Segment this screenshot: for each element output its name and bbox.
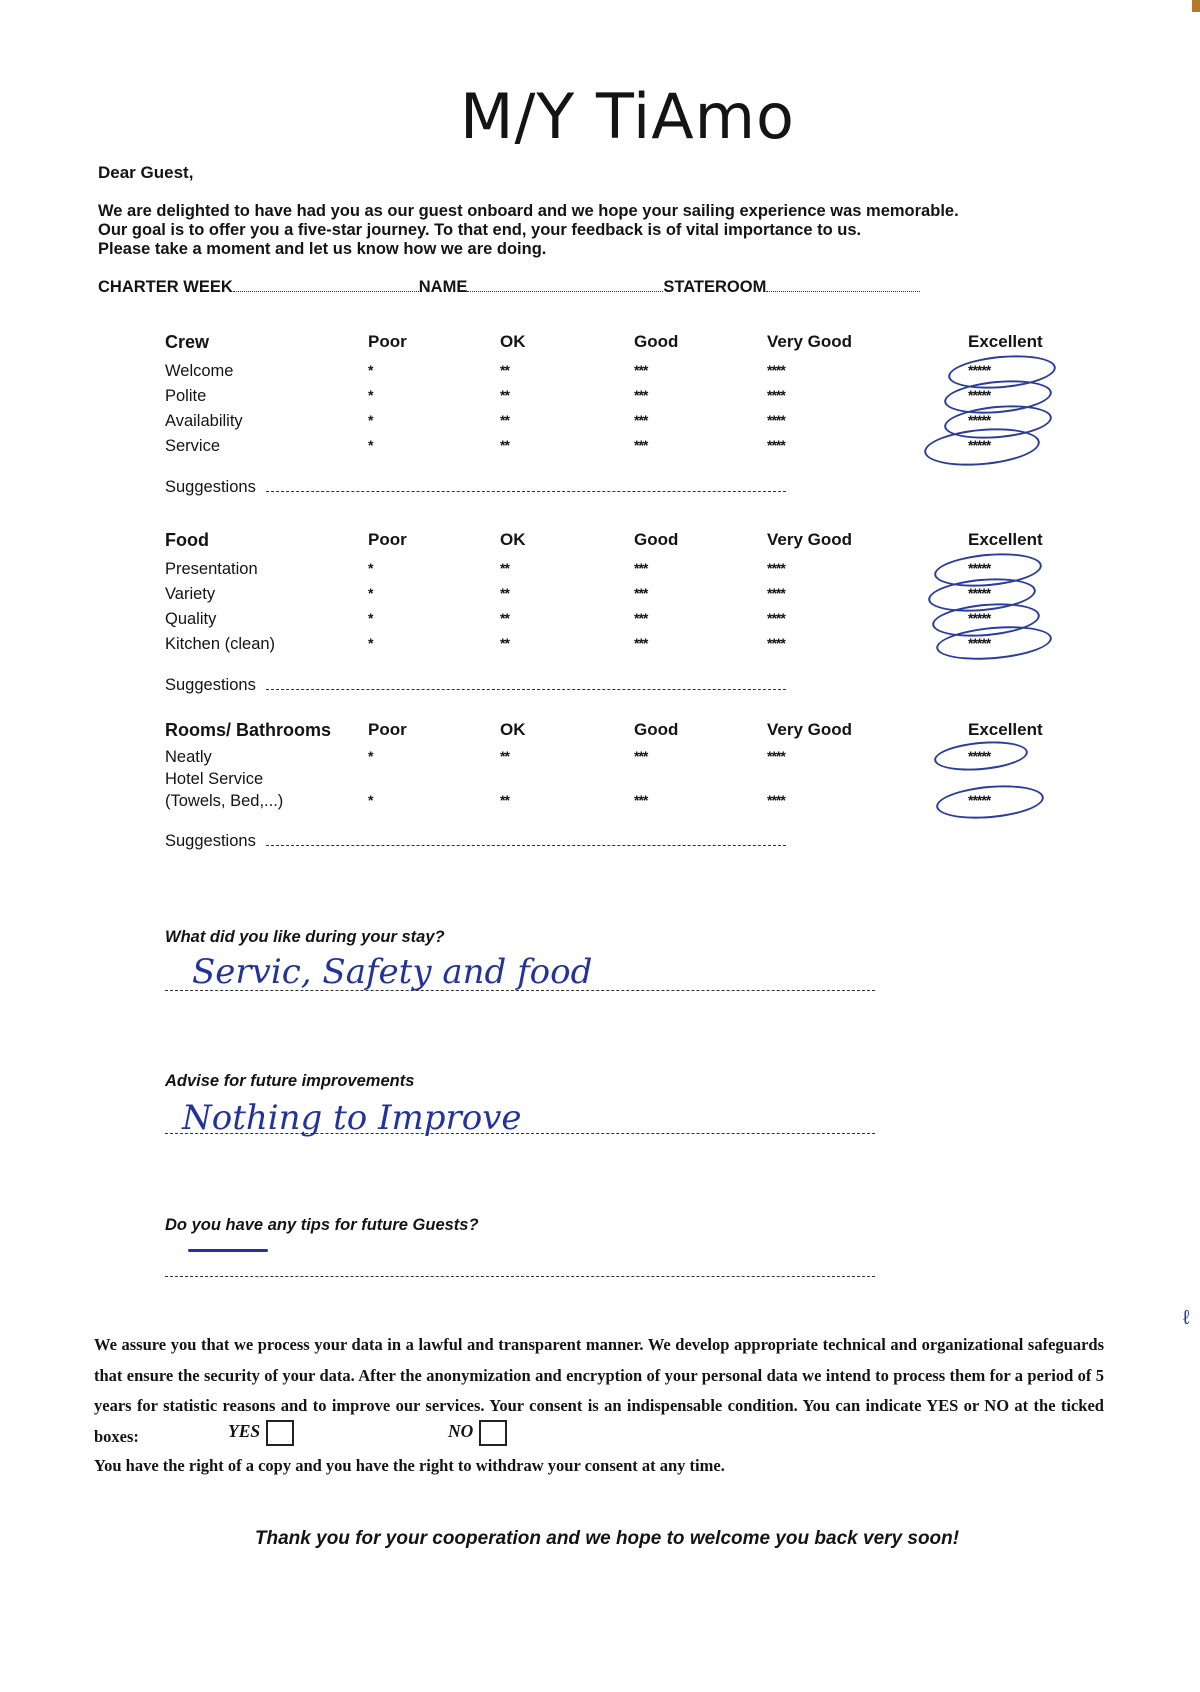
handwritten-answer: Nothing to Improve [182, 1098, 522, 1138]
star-1[interactable]: * [368, 387, 373, 403]
col-very-good: Very Good [767, 332, 853, 351]
suggestions-row [165, 478, 786, 497]
charter-week-field[interactable] [233, 290, 419, 292]
star-4[interactable]: **** [767, 362, 785, 378]
question-tips: Do you have any tips for future Guests? [165, 1216, 479, 1234]
star-1[interactable]: * [368, 437, 373, 453]
col-very-good: Very Good [767, 530, 853, 549]
suggestions-label: Suggestions [165, 832, 256, 850]
closing-message: Thank you for your cooperation and we hope to welcome you back very soon! [254, 1528, 960, 1549]
star-2[interactable]: ** [500, 387, 509, 403]
star-5[interactable]: ***** [968, 437, 991, 453]
item-label: Kitchen (clean) [165, 635, 276, 653]
star-5[interactable]: ***** [968, 387, 991, 403]
star-4[interactable]: **** [767, 635, 785, 651]
rating-row [0, 437, 1200, 461]
suggestions-field[interactable] [266, 491, 786, 492]
intro-line: Please take a moment and let us know how we are doing. [98, 240, 547, 258]
star-3[interactable]: *** [634, 437, 648, 453]
star-2[interactable]: ** [500, 748, 509, 764]
star-2[interactable]: ** [500, 412, 509, 428]
star-3[interactable]: *** [634, 610, 648, 626]
name-label: NAME [418, 278, 468, 296]
star-4[interactable]: **** [767, 437, 785, 453]
header-fields [98, 278, 920, 297]
item-label: (Towels, Bed,...) [165, 792, 284, 810]
handwritten-answer: Servic, Safety and food [192, 952, 593, 992]
star-3[interactable]: *** [634, 362, 648, 378]
col-excellent: Excellent [968, 720, 1043, 739]
star-3[interactable]: *** [634, 748, 648, 764]
star-1[interactable]: * [368, 610, 373, 626]
star-5[interactable]: ***** [968, 748, 991, 764]
intro-line: We are delighted to have had you as our guest onboard and we hope your sailing experience was memorable. [98, 202, 959, 220]
col-ok: OK [500, 720, 526, 739]
yes-label: YES [228, 1421, 261, 1442]
item-label: Service [165, 437, 221, 455]
consent-yes[interactable] [228, 1420, 294, 1446]
col-ok: OK [500, 530, 526, 549]
star-2[interactable]: ** [500, 362, 509, 378]
star-4[interactable]: **** [767, 585, 785, 601]
pen-stroke [188, 1249, 268, 1252]
col-poor: Poor [368, 530, 407, 549]
star-2[interactable]: ** [500, 437, 509, 453]
paper-corner [1192, 0, 1200, 12]
rating-row [0, 748, 1200, 772]
suggestions-label: Suggestions [165, 676, 256, 694]
col-very-good: Very Good [767, 720, 853, 739]
star-3[interactable]: *** [634, 412, 648, 428]
star-1[interactable]: * [368, 792, 373, 808]
star-3[interactable]: *** [634, 635, 648, 651]
no-label: NO [448, 1421, 474, 1442]
star-1[interactable]: * [368, 560, 373, 576]
answer-line-tips[interactable] [165, 1276, 875, 1277]
col-poor: Poor [368, 332, 407, 351]
star-1[interactable]: * [368, 748, 373, 764]
yes-checkbox[interactable] [266, 1420, 294, 1446]
suggestions-label: Suggestions [165, 478, 256, 496]
item-label: Availability [165, 412, 243, 430]
star-5[interactable]: ***** [968, 560, 991, 576]
no-checkbox[interactable] [479, 1420, 507, 1446]
star-3[interactable]: *** [634, 560, 648, 576]
col-good: Good [634, 332, 679, 351]
star-1[interactable]: * [368, 585, 373, 601]
ink-mark: ℓ [1183, 1307, 1190, 1329]
star-5[interactable]: ***** [968, 610, 991, 626]
star-5[interactable]: ***** [968, 412, 991, 428]
yacht-title: M/Y TiAmo [460, 80, 795, 153]
star-4[interactable]: **** [767, 748, 785, 764]
suggestions-field[interactable] [266, 689, 786, 690]
star-2[interactable]: ** [500, 610, 509, 626]
star-4[interactable]: **** [767, 792, 785, 808]
item-label: Presentation [165, 560, 258, 578]
star-5[interactable]: ***** [968, 585, 991, 601]
star-4[interactable]: **** [767, 560, 785, 576]
data-protection-text: We assure you that we process your data in a lawful and transparent manner. We develop appropriate technical and organizational safeguards that ensure the security of your data. After the anonymization and encryption of your personal data we intend to process them for a period of 5 years for statistic reasons and to improve our services. Your consent is an indispensable condition. You can indicate YES or NO at the ticked boxes: [94, 1335, 1104, 1446]
rating-row [0, 635, 1200, 659]
item-label: Neatly [165, 748, 212, 766]
question-improvements: Advise for future improvements [165, 1072, 415, 1090]
answer-line-improvements[interactable] [165, 1133, 875, 1134]
star-4[interactable]: **** [767, 412, 785, 428]
item-label: Welcome [165, 362, 234, 380]
rating-row [0, 792, 1200, 816]
col-excellent: Excellent [968, 530, 1043, 549]
suggestions-row [165, 832, 786, 851]
suggestions-field[interactable] [266, 845, 786, 846]
section-heading: Food [165, 530, 209, 550]
item-label: Variety [165, 585, 216, 603]
item-label: Hotel Service [165, 770, 264, 788]
suggestions-row [165, 676, 786, 695]
intro-paragraph [98, 202, 998, 259]
star-2[interactable]: ** [500, 635, 509, 651]
col-poor: Poor [368, 720, 407, 739]
item-label: Quality [165, 610, 217, 628]
rooms-header-row [0, 720, 1200, 744]
star-5[interactable]: ***** [968, 362, 991, 378]
star-1[interactable]: * [368, 412, 373, 428]
star-5[interactable]: ***** [968, 792, 991, 808]
stateroom-label: STATEROOM [663, 278, 767, 296]
crew-header-row [0, 332, 1200, 356]
star-1[interactable]: * [368, 635, 373, 651]
star-2[interactable]: ** [500, 585, 509, 601]
col-ok: OK [500, 332, 526, 351]
col-good: Good [634, 530, 679, 549]
rights-text: You have the right of a copy and you have the right to withdraw your consent at any time. [94, 1456, 725, 1475]
stateroom-field[interactable] [766, 290, 920, 292]
star-4[interactable]: **** [767, 387, 785, 403]
charter-week-label: CHARTER WEEK [98, 278, 233, 296]
star-2[interactable]: ** [500, 792, 509, 808]
name-field[interactable] [467, 290, 663, 292]
col-good: Good [634, 720, 679, 739]
star-5[interactable]: ***** [968, 635, 991, 651]
item-label: Polite [165, 387, 207, 405]
greeting: Dear Guest, [98, 163, 194, 182]
star-3[interactable]: *** [634, 585, 648, 601]
star-4[interactable]: **** [767, 610, 785, 626]
consent-no[interactable] [448, 1420, 507, 1446]
section-heading: Rooms/ Bathrooms [165, 720, 332, 740]
question-liked: What did you like during your stay? [165, 928, 445, 946]
star-2[interactable]: ** [500, 560, 509, 576]
star-3[interactable]: *** [634, 387, 648, 403]
star-3[interactable]: *** [634, 792, 648, 808]
star-1[interactable]: * [368, 362, 373, 378]
answer-line-liked[interactable] [165, 990, 875, 991]
food-header-row [0, 530, 1200, 554]
col-excellent: Excellent [968, 332, 1043, 351]
section-heading: Crew [165, 332, 210, 352]
intro-line: Our goal is to offer you a five-star journey. To that end, your feedback is of vital importance to us. [98, 221, 862, 239]
